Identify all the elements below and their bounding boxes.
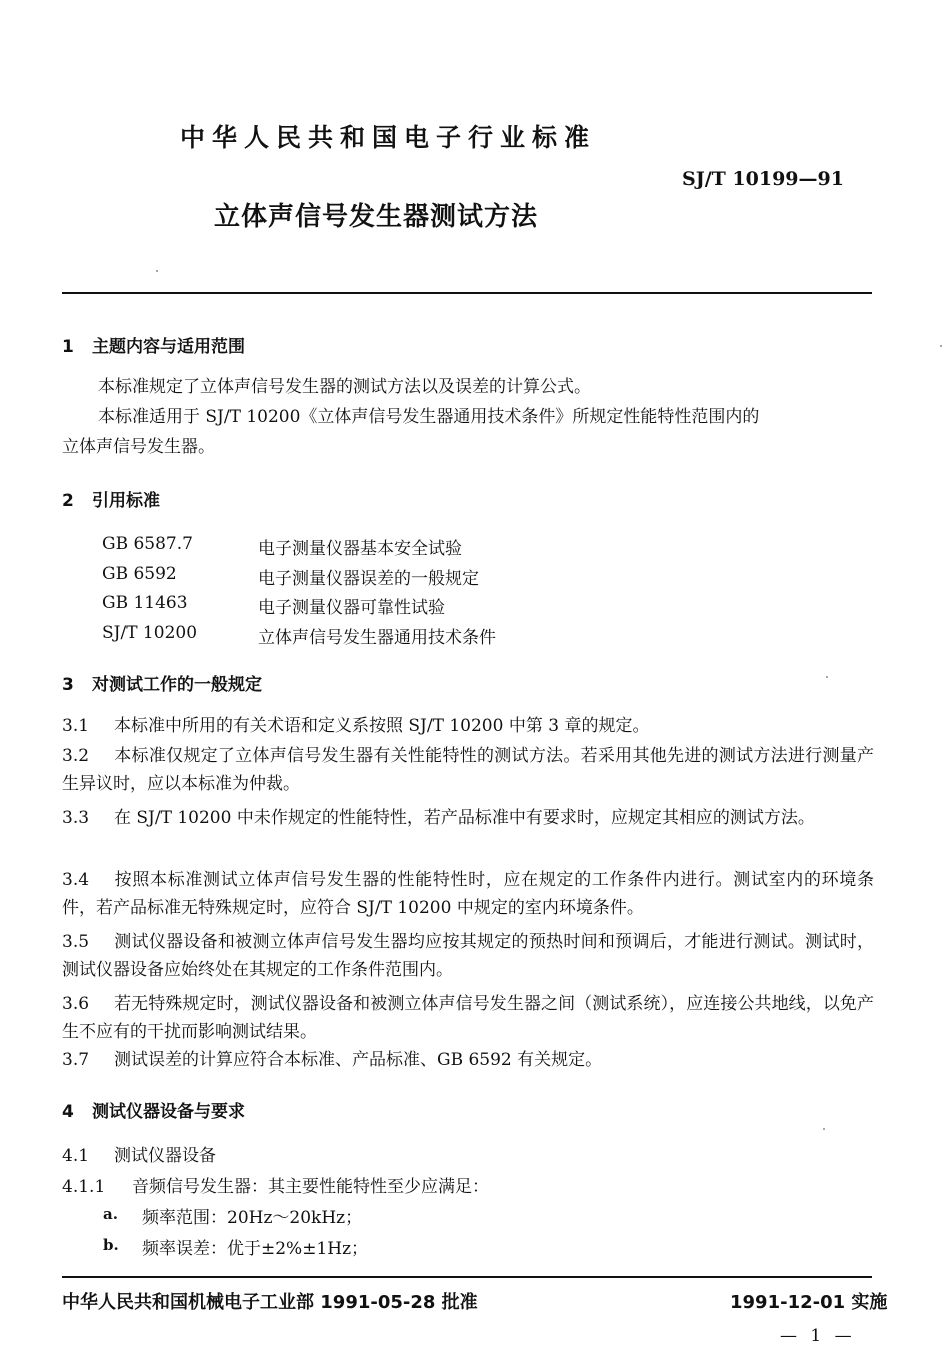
footer-rule [62, 1276, 872, 1278]
list-item-text: 频率误差：优于±2%±1Hz； [142, 1239, 369, 1259]
clause-3-6: 3.6 若无特殊规定时，测试仪器设备和被测立体声信号发生器之间（测试系统），应连接公共地线，以免产生不应有的干扰而影响测试结果。 [62, 994, 874, 1042]
section-1-para-2-line-1: 本标准适用于 SJ/T 10200《立体声信号发生器通用技术条件》所规定性能特性范围内的 [98, 407, 760, 427]
header-rule [62, 292, 872, 294]
list-item-letter: a. [103, 1205, 118, 1223]
section-4-heading: 4 测试仪器设备与要求 [62, 1102, 245, 1122]
clause-3-1: 3.1 本标准中所用的有关术语和定义系按照 SJ/T 10200 中第 3 章的规定。 [62, 716, 650, 736]
section-3-heading: 3 对测试工作的一般规定 [62, 675, 262, 695]
clause-3-2: 3.2 本标准仅规定了立体声信号发生器有关性能特性的测试方法。若采用其他先进的测试方法进行测量产生异议时，应以本标准为仲裁。 [62, 746, 874, 794]
clause-3-4: 3.4 按照本标准测试立体声信号发生器的性能特性时，应在规定的工作条件内进行。测试室内的环境条件，若产品标准无特殊规定时，应符合 SJ/T 10200 中规定的室内环境条件。 [62, 870, 874, 918]
scan-speck [156, 270, 158, 272]
page-number: — 1 — [780, 1326, 856, 1346]
section-1-para-2-line-2: 立体声信号发生器。 [62, 437, 215, 457]
ref-code: GB 6587.7 [102, 534, 193, 554]
clause-3-3: 3.3 在 SJ/T 10200 中未作规定的性能特性，若产品标准中有要求时，应规定其相应的测试方法。 [62, 808, 815, 828]
ref-name: 电子测量仪器基本安全试验 [258, 539, 462, 559]
ref-code: GB 6592 [102, 564, 177, 584]
scan-speck [940, 345, 942, 347]
ref-name: 电子测量仪器可靠性试验 [258, 598, 445, 618]
ref-code: SJ/T 10200 [102, 623, 198, 643]
implementation-date: 1991-12-01 实施 [730, 1292, 888, 1313]
ref-code: GB 11463 [102, 593, 188, 613]
approval-line: 中华人民共和国机械电子工业部 1991-05-28 批准 [62, 1292, 478, 1313]
list-item-text: 频率范围：20Hz～20kHz； [142, 1208, 363, 1228]
section-1-para-1: 本标准规定了立体声信号发生器的测试方法以及误差的计算公式。 [98, 377, 591, 397]
list-item-letter: b. [103, 1236, 119, 1254]
scan-speck [826, 676, 828, 678]
clause-3-7: 3.7 测试误差的计算应符合本标准、产品标准、GB 6592 有关规定。 [62, 1050, 603, 1070]
scan-speck [823, 1128, 825, 1130]
subsection-4-1: 4.1 测试仪器设备 [62, 1146, 216, 1166]
clause-3-5: 3.5 测试仪器设备和被测立体声信号发生器均应按其规定的预热时间和预调后，才能进行测试。测试时，测试仪器设备应始终处在其规定的工作条件范围内。 [62, 932, 874, 980]
subsection-4-1-1: 4.1.1 音频信号发生器：其主要性能特性至少应满足： [62, 1177, 489, 1197]
standard-code: SJ/T 10199—91 [682, 168, 844, 190]
section-1-heading: 1 主题内容与适用范围 [62, 337, 245, 357]
issuing-organization: 中华人民共和国电子行业标准 [180, 123, 597, 152]
ref-name: 电子测量仪器误差的一般规定 [258, 569, 479, 589]
section-1-body [62, 372, 874, 462]
document-title: 立体声信号发生器测试方法 [214, 202, 539, 232]
ref-name: 立体声信号发生器通用技术条件 [258, 628, 496, 648]
section-2-heading: 2 引用标准 [62, 491, 160, 511]
